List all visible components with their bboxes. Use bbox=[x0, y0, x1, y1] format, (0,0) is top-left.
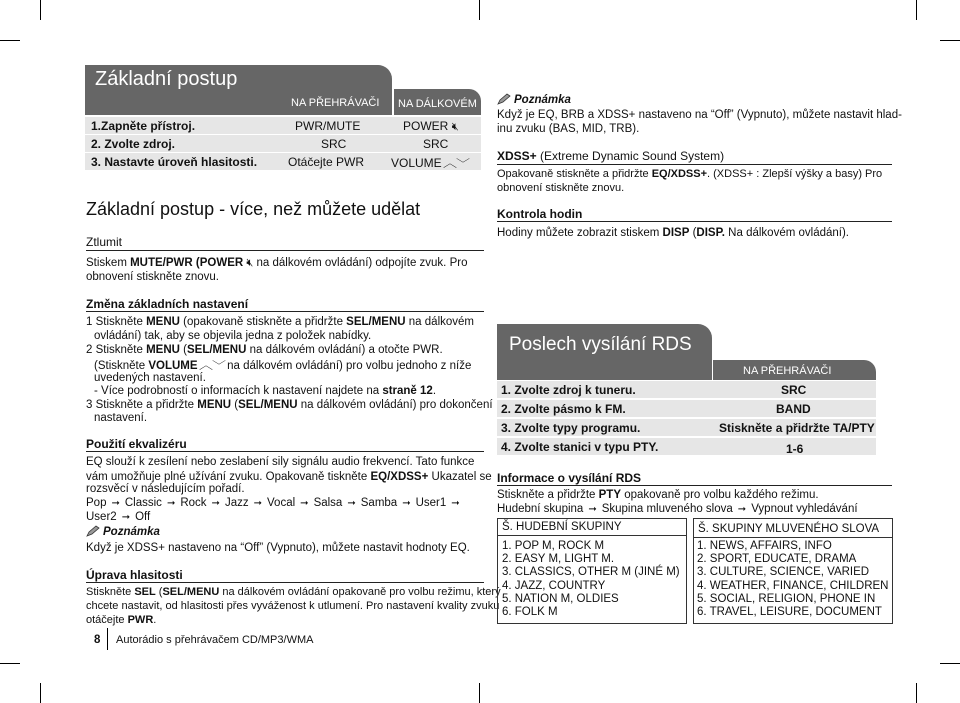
eq-mode: Classic bbox=[124, 497, 162, 509]
note-line: Když je EQ, BRB a XDSS+ nastaveno na “Off” (Vypnuto), můžete nastavit hlad- bbox=[497, 109, 902, 121]
text-bold: DISP. bbox=[696, 227, 725, 239]
more-title: Základní postup - více, než můžete udělat bbox=[86, 199, 421, 219]
text: na dálkovém ovládání) pro volbu jednoho z níže bbox=[223, 360, 472, 372]
list-item: 2. SPORT, EDUCATE, DRAMA bbox=[697, 553, 857, 566]
remote-cell bbox=[403, 119, 459, 134]
heading-underline bbox=[86, 582, 484, 583]
text: na dálkovém ovládání opakovaně pro volbu režimu, který bbox=[219, 586, 501, 598]
row-label: 2. Zvolte zdroj. bbox=[91, 137, 176, 151]
basic-header-box bbox=[85, 65, 392, 115]
speech-list bbox=[697, 540, 888, 619]
text: Hodiny můžete zobrazit stiskem bbox=[497, 227, 663, 239]
rdsinfo-chain bbox=[497, 502, 858, 517]
text: na dálkovém ovládání) a otočte PWR. bbox=[246, 344, 443, 356]
text: na dálkovém bbox=[405, 316, 474, 328]
list-item: 5. NATION M, OLDIES bbox=[502, 592, 619, 605]
text: ( bbox=[231, 399, 239, 411]
settings-line bbox=[94, 384, 436, 399]
text: opakovaně pro volbu každého režimu. bbox=[621, 489, 819, 501]
text: Stiskněte bbox=[86, 586, 135, 598]
text-bold: MENU bbox=[146, 316, 180, 328]
clock-line bbox=[497, 226, 849, 241]
crop-mark bbox=[916, 683, 917, 703]
arrow-right-icon: ➞ bbox=[737, 504, 747, 515]
chain-item: Hudební skupina bbox=[497, 503, 584, 515]
table-row bbox=[85, 153, 481, 170]
text-bold: EQ/XDSS+ bbox=[651, 168, 708, 180]
chevron-up-icon: ︿ bbox=[443, 159, 458, 170]
eq-chain bbox=[86, 510, 150, 525]
remote-cell bbox=[391, 155, 471, 170]
footer-divider bbox=[107, 628, 108, 650]
row-player: PWR/MUTE bbox=[295, 119, 361, 133]
heading-underline bbox=[86, 311, 484, 312]
chevron-up-icon: ︿ bbox=[198, 361, 213, 372]
rds-title: Poslech vysílání RDS bbox=[509, 334, 692, 355]
row-player: Otáčejte PWR bbox=[288, 155, 365, 169]
list-item: 1. NEWS, AFFAIRS, INFO bbox=[697, 540, 832, 552]
list-item: 5. SOCIAL, RELIGION, PHONE IN bbox=[697, 592, 876, 605]
text-bold: MENU bbox=[197, 399, 232, 411]
eq-mode: Salsa bbox=[313, 497, 343, 509]
arrow-right-icon: ➞ bbox=[402, 498, 411, 509]
xdss-heading bbox=[497, 149, 724, 164]
rds-col-header: NA PŘEHRÁVAČI bbox=[743, 365, 832, 377]
eq-heading: Použití ekvalizéru bbox=[86, 437, 187, 451]
text: na dálkovém ovládání) odpojíte zvuk. Pro bbox=[253, 257, 468, 269]
list-item: 6. TRAVEL, LEISURE, DOCUMENT bbox=[697, 606, 882, 619]
section-title: Základní postup bbox=[95, 68, 238, 90]
chevron-down-icon: ﹀ bbox=[211, 361, 226, 372]
speech-group-head: Š. SKUPINY MLUVENÉHO SLOVA bbox=[698, 523, 880, 535]
rdsinfo-line bbox=[497, 488, 819, 503]
volume-line bbox=[86, 585, 501, 600]
mute-icon: 🔇︎ bbox=[451, 121, 459, 133]
row-player: SRC bbox=[321, 137, 347, 151]
rds-col-header-box bbox=[713, 360, 876, 380]
list-item: 4. WEATHER, FINANCE, CHILDREN bbox=[697, 579, 889, 592]
music-list bbox=[502, 540, 680, 619]
text-bold: SEL/MENU bbox=[346, 316, 406, 328]
list-item: 3. CULTURE, SCIENCE, VARIED bbox=[697, 566, 870, 579]
text-bold: PWR bbox=[127, 614, 154, 626]
text: - Více podrobností o informacích k nastavení najdete na bbox=[94, 385, 383, 397]
crop-mark bbox=[0, 40, 20, 41]
note-label: Poznámka bbox=[103, 526, 160, 538]
text-bold: SEL bbox=[134, 586, 156, 598]
row-label: 1. Zvolte zdroj k tuneru. bbox=[501, 383, 636, 397]
eq-mode: Vocal bbox=[267, 497, 296, 509]
row-label: 3. Nastavte úroveň hlasitosti. bbox=[91, 155, 258, 169]
basic-table bbox=[85, 117, 481, 171]
text: vám umožňuje plné užívání zvuku. Opakovaně tiskněte bbox=[86, 471, 371, 483]
arrow-right-icon: ➞ bbox=[347, 498, 356, 509]
chevron-down-icon: ﹀ bbox=[456, 159, 471, 170]
text: (Extreme Dynamic Sound System) bbox=[536, 149, 725, 163]
eq-chain bbox=[86, 496, 461, 511]
eq-mode: Off bbox=[135, 511, 151, 523]
text: 3 Stiskněte a přidržte bbox=[86, 399, 198, 411]
eq-mode: Pop bbox=[86, 497, 107, 509]
arrow-right-icon: ➞ bbox=[121, 512, 131, 523]
crop-mark bbox=[0, 663, 20, 664]
text: ( bbox=[155, 586, 163, 598]
eq-mode: Rock bbox=[180, 497, 207, 509]
note-title bbox=[497, 93, 571, 108]
volume-line: chcete nastavit, od hlasitosti přes vyváženost k utlumení. Pro nastavení kvality zvuku bbox=[86, 600, 500, 612]
text-bold: DISP bbox=[662, 227, 690, 239]
text-bold: VOLUME bbox=[148, 360, 198, 372]
chain-item: Skupina mluveného slova bbox=[601, 503, 733, 515]
volume-line bbox=[86, 613, 156, 628]
text: ( bbox=[689, 227, 697, 239]
rdsinfo-heading: Informace o vysílání RDS bbox=[497, 471, 642, 485]
pencil-icon bbox=[86, 525, 100, 537]
text-bold: SEL/MENU bbox=[162, 586, 220, 598]
text-bold: XDSS+ bbox=[497, 149, 537, 163]
arrow-right-icon: ➞ bbox=[451, 498, 460, 509]
note-label: Poznámka bbox=[514, 94, 571, 106]
eq-note-title bbox=[86, 525, 160, 540]
mute-heading: Ztlumit bbox=[86, 235, 122, 249]
table-row bbox=[85, 117, 481, 134]
text-bold: SEL/MENU bbox=[238, 399, 298, 411]
row-remote: POWER bbox=[403, 119, 449, 133]
text: na dálkovém ovládání) pro dokončení bbox=[297, 399, 493, 411]
list-item: 6. FOLK M bbox=[502, 606, 558, 619]
eq-mode: User2 bbox=[86, 511, 117, 523]
crop-mark bbox=[916, 0, 917, 20]
heading-underline bbox=[497, 485, 892, 486]
text-bold: MENU bbox=[146, 344, 180, 356]
arrow-right-icon: ➞ bbox=[253, 498, 262, 509]
row-label: 3. Zvolte typy programu. bbox=[501, 421, 641, 435]
text: Na dálkovém ovládání). bbox=[724, 227, 849, 239]
text: ( bbox=[179, 344, 187, 356]
chain-item: Vypnout vyhledávání bbox=[751, 503, 858, 515]
text-bold: SEL/MENU bbox=[187, 344, 247, 356]
eq-line: EQ slouží k zesílení nebo zeslabení sily signálu audio frekvencí. Tato funkce bbox=[86, 456, 475, 468]
list-item: 4. JAZZ, COUNTRY bbox=[502, 579, 606, 592]
list-item: 3. CLASSICS, OTHER M (JINÉ M) bbox=[502, 566, 680, 579]
settings-line bbox=[86, 315, 474, 330]
text: . bbox=[432, 385, 437, 397]
arrow-right-icon: ➞ bbox=[300, 498, 309, 509]
arrow-right-icon: ➞ bbox=[588, 504, 597, 515]
heading-underline bbox=[497, 221, 892, 222]
heading-underline bbox=[497, 164, 892, 165]
remote-header-box bbox=[394, 89, 481, 115]
heading-underline bbox=[86, 250, 484, 251]
mute-icon: 🔇︎ bbox=[246, 257, 254, 269]
row-label: 2. Zvolte pásmo k FM. bbox=[501, 402, 626, 416]
eq-line: rozsvěcí v následujícím pořadí. bbox=[86, 483, 245, 495]
settings-line: uvedených nastavení. bbox=[94, 372, 206, 384]
table-row bbox=[85, 135, 481, 152]
group-head-divider bbox=[498, 535, 686, 536]
text: . bbox=[153, 614, 157, 626]
rds-header-box bbox=[497, 324, 712, 380]
text: Opakovaně stiskněte a přidržte bbox=[497, 168, 652, 180]
text: otáčejte bbox=[86, 614, 128, 626]
heading-underline bbox=[86, 451, 484, 452]
row-value: BAND bbox=[776, 402, 811, 416]
col-player-header: NA PŘEHRÁVAČI bbox=[291, 97, 380, 109]
settings-line: ovládání) tak, aby se objevila jedna z položek nabídky. bbox=[94, 330, 372, 342]
clock-heading: Kontrola hodin bbox=[497, 207, 583, 221]
text-bold: straně 12 bbox=[382, 385, 433, 397]
row-remote: SRC bbox=[423, 137, 449, 151]
crop-mark bbox=[479, 0, 480, 20]
eq-mode: User1 bbox=[415, 497, 447, 509]
table-row bbox=[497, 400, 876, 417]
row-label: 1.Zapněte přístroj. bbox=[91, 119, 196, 133]
crop-mark bbox=[40, 683, 41, 703]
row-value: SRC bbox=[781, 383, 807, 397]
settings-line: nastavení. bbox=[94, 412, 148, 424]
volume-heading: Úprava hlasitosti bbox=[86, 568, 183, 582]
text: 1 Stiskněte bbox=[86, 316, 147, 328]
group-head-divider bbox=[694, 537, 892, 538]
text: . (XDSS+ : Zlepší výšky a basy) Pro bbox=[707, 168, 883, 180]
text: (Stiskněte bbox=[94, 360, 149, 372]
text: Stiskněte a přidržte bbox=[497, 489, 599, 501]
list-item: 1. POP M, ROCK M bbox=[502, 540, 605, 552]
arrow-right-icon: ➞ bbox=[211, 498, 220, 509]
xdss-line bbox=[497, 167, 882, 182]
crop-mark bbox=[940, 40, 960, 41]
arrow-right-icon: ➞ bbox=[166, 498, 176, 509]
footer-text: Autorádio s přehrávačem CD/MP3/WMA bbox=[116, 634, 314, 646]
xdss-line: obnovení stiskněte znovu. bbox=[497, 182, 625, 194]
text: 2 Stiskněte bbox=[86, 344, 147, 356]
text-bold: PTY bbox=[598, 489, 622, 501]
text: (opakovaně stiskněte a přidržte bbox=[179, 316, 347, 328]
crop-mark bbox=[479, 683, 480, 703]
crop-mark bbox=[40, 0, 41, 20]
arrow-right-icon: ➞ bbox=[111, 498, 120, 509]
table-row bbox=[497, 381, 876, 398]
text: Ukazatel se bbox=[428, 471, 492, 483]
crop-mark bbox=[940, 663, 960, 664]
settings-line bbox=[86, 343, 443, 358]
col-remote-header: NA DÁLKOVÉM bbox=[398, 98, 477, 110]
mute-line2: obnovení stiskněte znovu. bbox=[86, 271, 219, 283]
row-value: 1-6 bbox=[786, 442, 804, 456]
text-bold: MUTE/PWR (POWER bbox=[130, 257, 244, 269]
row-remote: VOLUME bbox=[391, 156, 442, 170]
eq-note-text: Když je XDSS+ nastaveno na “Off” (Vypnuto), můžete nastavit hodnoty EQ. bbox=[86, 542, 470, 554]
note-line: inu zvuku (BAS, MID, TRB). bbox=[497, 123, 640, 135]
rds-table bbox=[497, 381, 876, 455]
eq-mode: Samba bbox=[360, 497, 398, 509]
text: Stiskem bbox=[86, 257, 131, 269]
mute-line1 bbox=[86, 256, 467, 271]
page-number: 8 bbox=[94, 634, 101, 646]
table-row bbox=[497, 419, 876, 436]
settings-heading: Změna základních nastavení bbox=[86, 297, 249, 311]
pencil-icon bbox=[497, 93, 511, 105]
row-label: 4. Zvolte stanici v typu PTY. bbox=[501, 440, 659, 454]
text-bold: EQ/XDSS+ bbox=[370, 471, 429, 483]
row-value: Stiskněte a přidržte TA/PTY bbox=[719, 421, 875, 435]
list-item: 2. EASY M, LIGHT M. bbox=[502, 553, 615, 566]
music-group-head: Š. HUDEBNÍ SKUPINY bbox=[502, 521, 622, 533]
table-row bbox=[497, 438, 876, 455]
eq-mode: Jazz bbox=[224, 497, 249, 509]
